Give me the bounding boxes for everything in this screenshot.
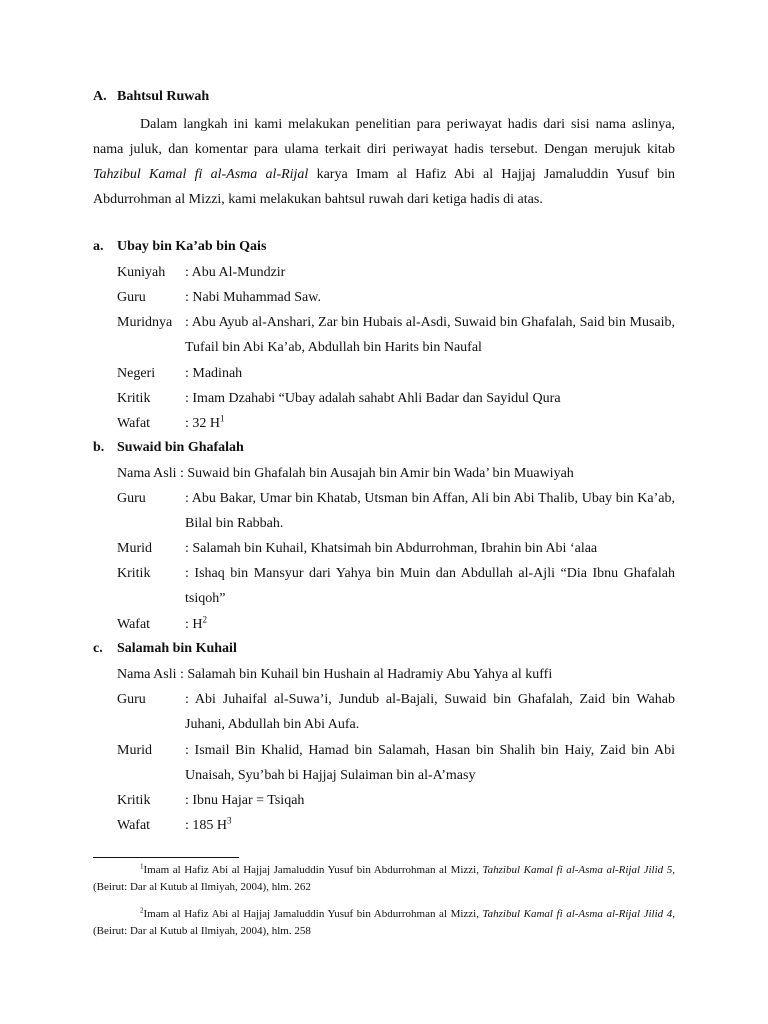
footnote xyxy=(93,906,675,940)
narrator-heading xyxy=(93,237,266,257)
field-value: : Ismail Bin Khalid, Hamad bin Salamah, Hasan bin Shalih bin Haiy, Zaid bin Abi Unaisah, Syu’bah bi Hajjaj Sulaiman bin al-A’masy xyxy=(185,743,675,783)
field-value: Nama Asli : Salamah bin Kuhail bin Hushain al Hadramiy Abu Yahya al kuffi xyxy=(117,667,553,682)
field-row xyxy=(117,260,675,285)
field-row xyxy=(117,536,675,561)
wafat-value: : 32 H xyxy=(185,416,220,431)
narrator-name: Suwaid bin Ghafalah xyxy=(117,440,244,455)
section-marker: A. xyxy=(93,89,107,104)
footnote-book-title: Tahzibul Kamal fi al-Asma al-Rijal Jilid 4 xyxy=(482,908,673,920)
field-label: Kritik xyxy=(117,391,151,406)
field-label: Murid xyxy=(117,743,152,758)
field-label: Murid xyxy=(117,541,152,556)
section-title: Bahtsul Ruwah xyxy=(117,89,210,104)
wafat-value: : H xyxy=(185,617,203,632)
footnote-ref[interactable]: 1 xyxy=(220,413,225,424)
field-row xyxy=(117,486,675,536)
field-value: : Nabi Muhammad Saw. xyxy=(185,290,321,305)
field-label: Wafat xyxy=(117,416,151,431)
field-row xyxy=(117,738,675,788)
field-value: Nama Asli : Suwaid bin Ghafalah bin Ausajah bin Amir bin Wada’ bin Muawiyah xyxy=(117,466,574,481)
footnote-ref[interactable]: 3 xyxy=(227,815,232,826)
narrator-heading xyxy=(93,639,237,659)
narrator-marker: c. xyxy=(93,641,103,656)
intro-paragraph xyxy=(93,112,675,212)
field-value: : Salamah bin Kuhail, Khatsimah bin Abdurrohman, Ibrahin bin Abi ‘alaa xyxy=(185,541,598,556)
field-value xyxy=(185,813,675,838)
field-label: Wafat xyxy=(117,818,151,833)
footnote-text: , (Beirut: Dar al Kutub al Ilmiyah, 2004), hlm. 262 xyxy=(93,864,675,893)
field-value: : Madinah xyxy=(185,366,243,381)
field-label: Guru xyxy=(117,290,146,305)
field-label: Kuniyah xyxy=(117,265,166,280)
footnote-separator xyxy=(93,857,239,858)
field-row xyxy=(117,310,675,360)
field-row xyxy=(117,461,675,486)
field-label: Wafat xyxy=(117,617,151,632)
field-value xyxy=(185,612,675,637)
field-row xyxy=(117,285,675,310)
field-value xyxy=(185,411,675,436)
footnote-text: , (Beirut: Dar al Kutub al Ilmiyah, 2004), hlm. 258 xyxy=(93,908,675,937)
narrator-marker: b. xyxy=(93,440,105,455)
footnote-number: 1 xyxy=(140,862,144,871)
wafat-value: : 185 H xyxy=(185,818,227,833)
field-label: Negeri xyxy=(117,366,156,381)
intro-text-1: Dalam langkah ini kami melakukan penelitian para periwayat hadis dari sisi nama aslinya, nama juluk, dan komentar para ulama terkait diri periwayat hadis tersebut. Dengan merujuk kitab xyxy=(93,117,675,157)
intro-book-title: Tahzibul Kamal fi al-Asma al-Rijal xyxy=(93,167,309,182)
field-value: : Abu Al-Mundzir xyxy=(185,265,286,280)
footnote-text: Imam al Hafiz Abi al Hajjaj Jamaluddin Yusuf bin Abdurrohman al Mizzi, xyxy=(143,908,483,920)
field-label: Guru xyxy=(117,692,146,707)
footnote-number: 2 xyxy=(140,906,144,915)
field-row xyxy=(117,386,675,411)
field-row xyxy=(117,662,675,687)
field-row xyxy=(117,788,675,813)
narrator-name: Ubay bin Ka’ab bin Qais xyxy=(117,239,267,254)
field-value: : Abu Bakar, Umar bin Khatab, Utsman bin Affan, Ali bin Abi Thalib, Ubay bin Ka’ab, Bilal bin Rabbah. xyxy=(185,491,675,531)
field-value: : Abi Juhaifal al-Suwa’i, Jundub al-Bajali, Suwaid bin Ghafalah, Zaid bin Wahab Juhani, Abdullah bin Abi Aufa. xyxy=(185,692,675,732)
field-label: Muridnya xyxy=(117,315,173,330)
section-heading xyxy=(93,87,209,107)
field-row xyxy=(117,411,675,436)
field-value: : Imam Dzahabi “Ubay adalah sahabt Ahli Badar dan Sayidul Qura xyxy=(185,391,561,406)
field-row xyxy=(117,561,675,611)
footnote-text: Imam al Hafiz Abi al Hajjaj Jamaluddin Yusuf bin Abdurrohman al Mizzi, xyxy=(143,864,483,876)
intro-text-2: karya Imam al Hafiz Abi al Hajjaj Jamaluddin Yusuf bin Abdurrohman al Mizzi, kami melakukan bahtsul ruwah dari ketiga hadis di atas. xyxy=(93,167,676,207)
field-row xyxy=(117,361,675,386)
footnote-ref[interactable]: 2 xyxy=(202,614,207,625)
field-row xyxy=(117,612,675,637)
narrator-marker: a. xyxy=(93,239,104,254)
field-row xyxy=(117,813,675,838)
footnote xyxy=(93,862,675,896)
field-label: Guru xyxy=(117,491,146,506)
footnote-book-title: Tahzibul Kamal fi al-Asma al-Rijal Jilid 5 xyxy=(482,864,673,876)
field-value: : Ishaq bin Mansyur dari Yahya bin Muin dan Abdullah al-Ajli “Dia Ibnu Ghafalah tsiqoh” xyxy=(185,566,675,606)
narrator-heading xyxy=(93,438,244,458)
field-label: Kritik xyxy=(117,566,151,581)
field-value: : Abu Ayub al-Anshari, Zar bin Hubais al-Asdi, Suwaid bin Ghafalah, Said bin Musaib, Tufail bin Abi Ka’ab, Abdullah bin Harits bin Naufal xyxy=(185,315,675,355)
narrator-name: Salamah bin Kuhail xyxy=(117,641,237,656)
field-label: Kritik xyxy=(117,793,151,808)
field-value: : Ibnu Hajar = Tsiqah xyxy=(185,793,305,808)
field-row xyxy=(117,687,675,737)
